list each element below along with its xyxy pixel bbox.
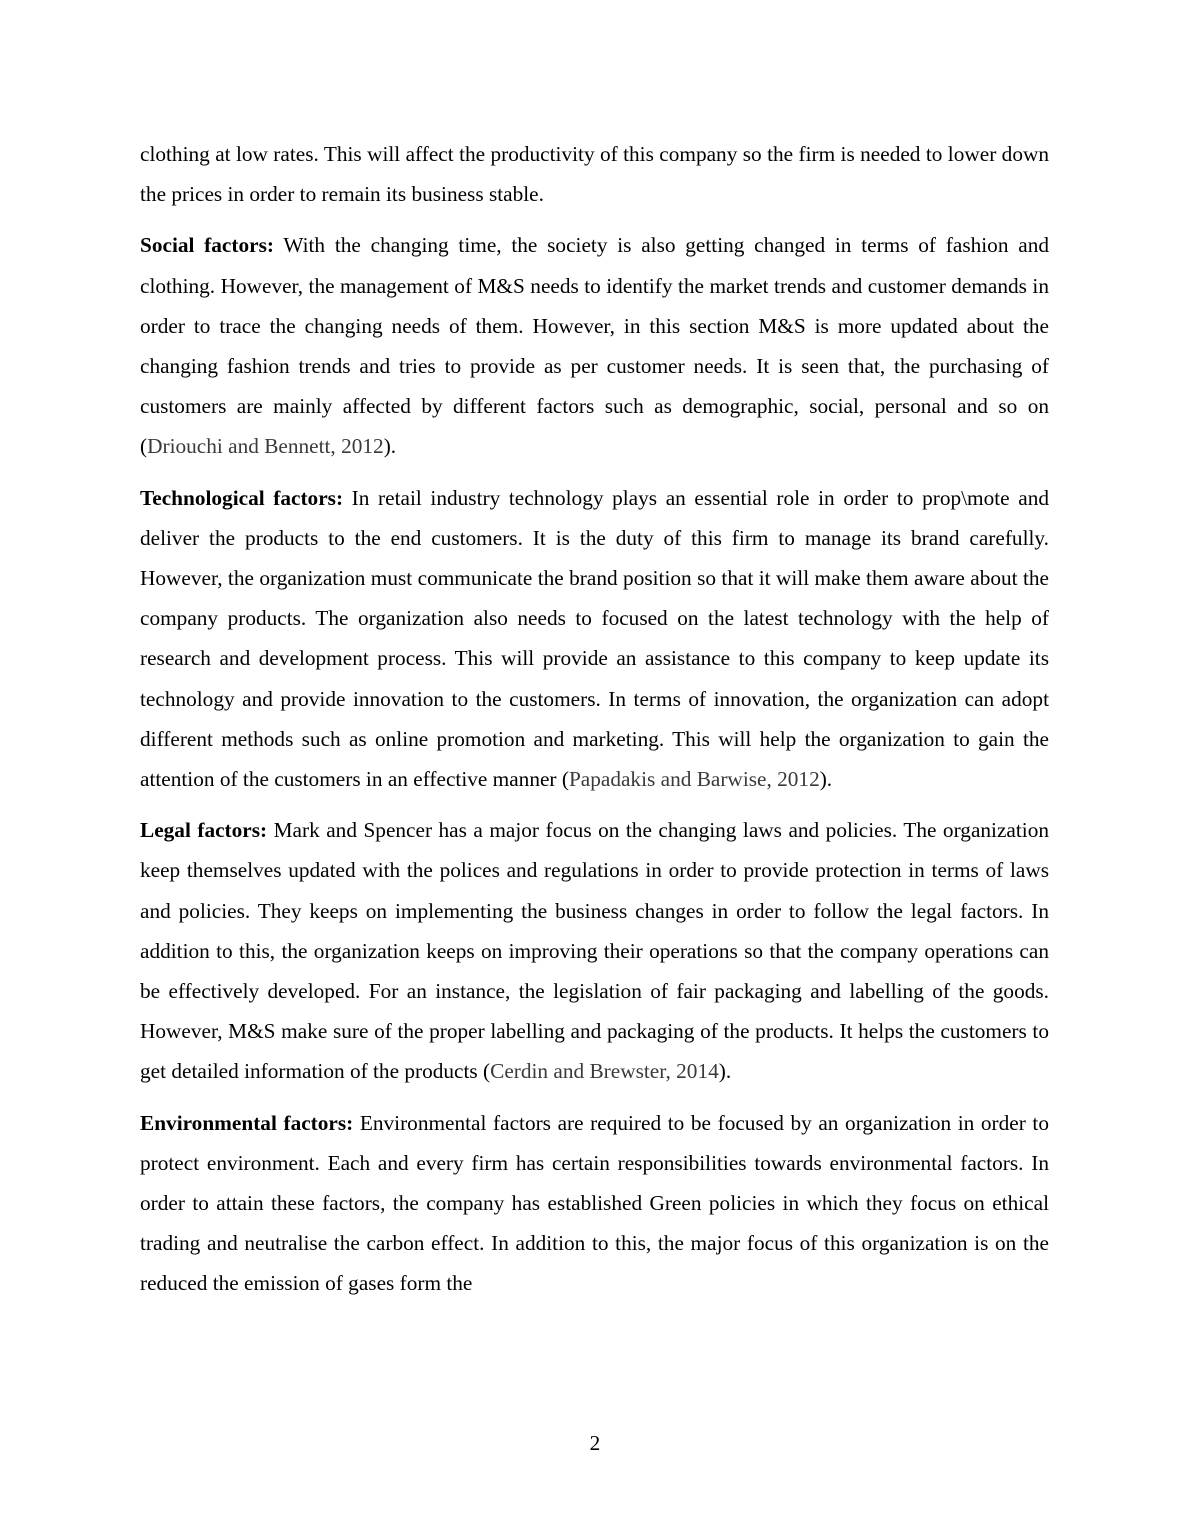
paragraph-legal-factors: [140, 810, 1049, 1091]
paragraph-continuation: [140, 134, 1049, 214]
citation: Driouchi and Bennett, 2012: [147, 434, 384, 459]
paragraph-environmental-factors: [140, 1103, 1049, 1304]
paragraph-text: Environmental factors are required to be focused by an organization in order to protect environment. Each and every firm has certain responsibilities towards environmental factors. In order to attain these factors, the company has established Green policies in which they focus on ethical trading and neutralise the carbon effect. In addition to this, the major focus of this organization is on the reduced the emission of gases form the: [140, 1110, 1049, 1296]
paragraph-tail: ).: [819, 767, 833, 792]
paragraph-social-factors: [140, 225, 1049, 466]
paragraph-heading: Environmental factors:: [140, 1110, 354, 1135]
paragraph-text: Mark and Spencer has a major focus on the changing laws and policies. The organization keep themselves updated with the polices and regulations in order to provide protection in terms of laws and policies. They keeps on implementing the business changes in order to follow the legal factors. In addition to this, the organization keeps on improving their operations so that the company operations can be effectively developed. For an instance, the legislation of fair packaging and labelling of the goods. However, M&S make sure of the proper labelling and packaging of the products. It helps the customers to get detailed information of the products (: [140, 818, 1049, 1084]
paragraph-tail: ).: [383, 434, 397, 459]
paragraph-heading: Social factors:: [140, 233, 274, 258]
page-number: 2: [589, 1431, 601, 1455]
paragraph-heading: Legal factors:: [140, 818, 268, 843]
paragraph-text: With the changing time, the society is also getting changed in terms of fashion and clothing. However, the management of M&S needs to identify the market trends and customer demands in order to trace the changing needs of them. However, in this section M&S is more updated about the changing fashion trends and tries to provide as per customer needs. It is seen that, the purchasing of customers are mainly affected by different factors such as demographic, social, personal and so on (: [140, 233, 1049, 459]
paragraph-tail: ).: [718, 1059, 732, 1084]
paragraph-text: In retail industry technology plays an essential role in order to prop\mote and deliver the products to the end customers. It is the duty of this firm to manage its brand carefully. However, the organization must communicate the brand position so that it will make them aware about the company products. The organization also needs to focused on the latest technology with the help of research and development process. This will provide an assistance to this company to keep update its technology and provide innovation to the customers. In terms of innovation, the organization can adopt different methods such as online promotion and marketing. This will help the organization to gain the attention of the customers in an effective manner (: [140, 485, 1049, 792]
citation: Papadakis and Barwise, 2012: [568, 767, 820, 792]
paragraph-technological-factors: [140, 478, 1049, 800]
paragraph-text: clothing at low rates. This will affect the productivity of this company so the firm is needed to lower down the prices in order to remain its business stable.: [140, 142, 1049, 207]
paragraph-heading: Technological factors:: [140, 485, 344, 510]
citation: Cerdin and Brewster, 2014: [490, 1059, 719, 1084]
document-page: [140, 134, 1049, 1315]
